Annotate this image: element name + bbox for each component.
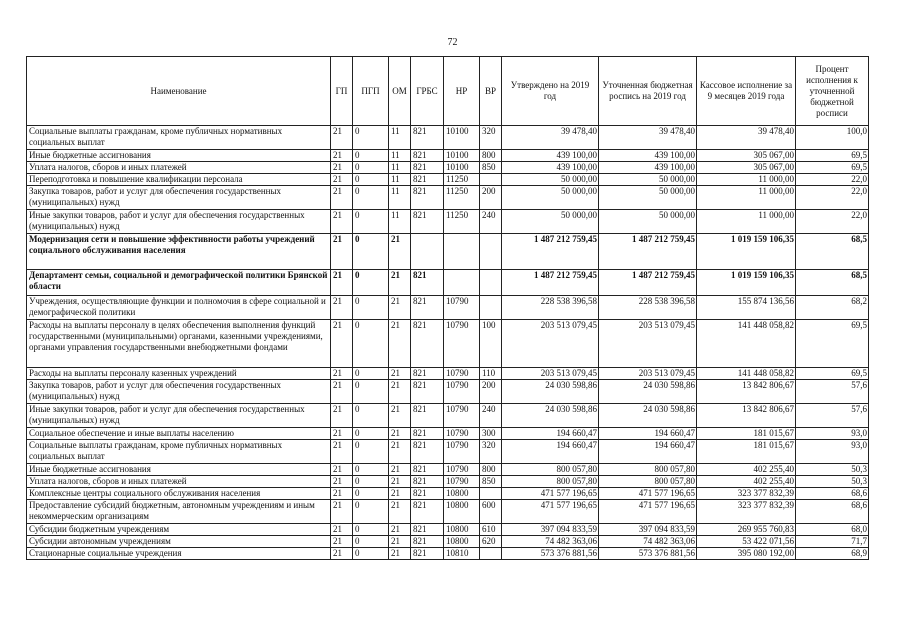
row-approved: 203 513 079,45 — [502, 368, 599, 380]
row-percent: 22,0 — [796, 210, 869, 234]
row-om: 21 — [389, 524, 411, 536]
row-grbs: 821 — [411, 296, 444, 320]
row-om: 21 — [389, 536, 411, 548]
row-cash: 13 842 806,67 — [697, 404, 796, 428]
row-gp: 21 — [331, 464, 353, 476]
budget-table — [26, 56, 869, 560]
table-body — [27, 126, 869, 560]
row-approved: 24 030 598,86 — [502, 380, 599, 404]
row-name: Социальное обеспечение и иные выплаты населению — [27, 428, 331, 440]
row-refined: 50 000,00 — [599, 210, 697, 234]
row-grbs: 821 — [411, 500, 444, 524]
row-refined: 1 487 212 759,45 — [599, 270, 697, 296]
row-ppgp: 0 — [353, 186, 389, 210]
row-cash: 39 478,40 — [697, 126, 796, 150]
row-refined: 74 482 363,06 — [599, 536, 697, 548]
row-vr: 800 — [480, 464, 502, 476]
row-om: 21 — [389, 234, 411, 270]
row-grbs: 821 — [411, 524, 444, 536]
table-row — [27, 270, 869, 296]
row-vr — [480, 488, 502, 500]
row-approved: 1 487 212 759,45 — [502, 234, 599, 270]
table-row — [27, 548, 869, 560]
row-percent: 69,5 — [796, 368, 869, 380]
row-ppgp: 0 — [353, 150, 389, 162]
row-approved: 397 094 833,59 — [502, 524, 599, 536]
row-gp: 21 — [331, 320, 353, 368]
row-np: 11250 — [444, 186, 480, 210]
row-vr — [480, 174, 502, 186]
row-refined: 439 100,00 — [599, 162, 697, 174]
row-cash: 269 955 760,83 — [697, 524, 796, 536]
row-om: 21 — [389, 428, 411, 440]
row-gp: 21 — [331, 476, 353, 488]
row-name: Переподготовка и повышение квалификации персонала — [27, 174, 331, 186]
row-name: Стационарные социальные учреждения — [27, 548, 331, 560]
row-vr: 110 — [480, 368, 502, 380]
row-om: 21 — [389, 320, 411, 368]
row-gp: 21 — [331, 380, 353, 404]
row-om: 11 — [389, 186, 411, 210]
row-percent: 68,5 — [796, 234, 869, 270]
header-ppgp: ПГП — [353, 57, 389, 126]
row-ppgp: 0 — [353, 126, 389, 150]
row-gp: 21 — [331, 488, 353, 500]
table-row — [27, 380, 869, 404]
row-name: Социальные выплаты гражданам, кроме публичных нормативных социальных выплат — [27, 126, 331, 150]
row-grbs: 821 — [411, 150, 444, 162]
row-np: 10790 — [444, 464, 480, 476]
row-ppgp: 0 — [353, 488, 389, 500]
row-np: 10790 — [444, 368, 480, 380]
header-refined: Уточненная бюджетная роспись на 2019 год — [599, 57, 697, 126]
row-np — [444, 234, 480, 270]
row-gp: 21 — [331, 524, 353, 536]
row-cash: 395 080 192,00 — [697, 548, 796, 560]
row-cash: 141 448 058,82 — [697, 368, 796, 380]
row-approved: 439 100,00 — [502, 162, 599, 174]
row-grbs: 821 — [411, 320, 444, 368]
table-row — [27, 320, 869, 368]
row-grbs: 821 — [411, 162, 444, 174]
header-vr: ВР — [480, 57, 502, 126]
row-approved: 194 660,47 — [502, 428, 599, 440]
row-name: Иные бюджетные ассигнования — [27, 150, 331, 162]
row-name: Иные бюджетные ассигнования — [27, 464, 331, 476]
row-percent: 50,3 — [796, 464, 869, 476]
row-np: 10790 — [444, 440, 480, 464]
row-percent: 69,5 — [796, 162, 869, 174]
row-refined: 397 094 833,59 — [599, 524, 697, 536]
row-np: 10790 — [444, 296, 480, 320]
row-grbs: 821 — [411, 440, 444, 464]
row-name: Уплата налогов, сборов и иных платежей — [27, 476, 331, 488]
row-refined: 471 577 196,65 — [599, 488, 697, 500]
row-cash: 323 377 832,39 — [697, 488, 796, 500]
page-number: 72 — [447, 37, 458, 48]
row-np: 10790 — [444, 320, 480, 368]
row-vr: 200 — [480, 186, 502, 210]
row-om: 21 — [389, 270, 411, 296]
row-om: 11 — [389, 174, 411, 186]
row-refined: 1 487 212 759,45 — [599, 234, 697, 270]
row-percent: 50,3 — [796, 476, 869, 488]
row-ppgp: 0 — [353, 476, 389, 488]
row-om: 21 — [389, 464, 411, 476]
row-vr: 600 — [480, 500, 502, 524]
table-row — [27, 476, 869, 488]
row-np: 10810 — [444, 548, 480, 560]
header-approved: Утверждено на 2019 год — [502, 57, 599, 126]
table-row — [27, 150, 869, 162]
table-row — [27, 500, 869, 524]
table-row — [27, 488, 869, 500]
row-grbs: 821 — [411, 536, 444, 548]
row-percent: 100,0 — [796, 126, 869, 150]
row-om: 21 — [389, 296, 411, 320]
row-vr: 800 — [480, 150, 502, 162]
row-cash: 1 019 159 106,35 — [697, 234, 796, 270]
row-cash: 305 067,00 — [697, 150, 796, 162]
row-refined: 471 577 196,65 — [599, 500, 697, 524]
row-np: 10790 — [444, 428, 480, 440]
row-percent: 22,0 — [796, 174, 869, 186]
row-percent: 93,0 — [796, 428, 869, 440]
row-np: 10790 — [444, 404, 480, 428]
row-om: 21 — [389, 368, 411, 380]
row-refined: 573 376 881,56 — [599, 548, 697, 560]
row-ppgp: 0 — [353, 536, 389, 548]
row-name: Закупка товаров, работ и услуг для обеспечения государственных (муниципальных) нужд — [27, 380, 331, 404]
row-cash: 13 842 806,67 — [697, 380, 796, 404]
header-np: НР — [444, 57, 480, 126]
row-refined: 50 000,00 — [599, 174, 697, 186]
row-approved: 471 577 196,65 — [502, 488, 599, 500]
row-percent: 69,5 — [796, 320, 869, 368]
row-approved: 50 000,00 — [502, 186, 599, 210]
row-name: Комплексные центры социального обслуживания населения — [27, 488, 331, 500]
row-np: 10100 — [444, 162, 480, 174]
table-row — [27, 234, 869, 270]
row-name: Субсидии автономным учреждениям — [27, 536, 331, 548]
row-approved: 228 538 396,58 — [502, 296, 599, 320]
row-refined: 203 513 079,45 — [599, 320, 697, 368]
row-vr: 320 — [480, 440, 502, 464]
row-gp: 21 — [331, 500, 353, 524]
row-approved: 203 513 079,45 — [502, 320, 599, 368]
row-grbs: 821 — [411, 210, 444, 234]
row-cash: 402 255,40 — [697, 464, 796, 476]
row-grbs: 821 — [411, 270, 444, 296]
row-ppgp: 0 — [353, 524, 389, 536]
row-gp: 21 — [331, 296, 353, 320]
row-refined: 24 030 598,86 — [599, 404, 697, 428]
row-gp: 21 — [331, 174, 353, 186]
row-vr — [480, 270, 502, 296]
row-approved: 50 000,00 — [502, 210, 599, 234]
row-cash: 141 448 058,82 — [697, 320, 796, 368]
table-row — [27, 536, 869, 548]
row-om: 21 — [389, 440, 411, 464]
table-row — [27, 210, 869, 234]
row-om: 11 — [389, 162, 411, 174]
table-row — [27, 368, 869, 380]
row-vr — [480, 234, 502, 270]
row-approved: 194 660,47 — [502, 440, 599, 464]
row-np: 10800 — [444, 500, 480, 524]
table-row — [27, 126, 869, 150]
row-ppgp: 0 — [353, 296, 389, 320]
row-cash: 53 422 071,56 — [697, 536, 796, 548]
row-percent: 68,9 — [796, 548, 869, 560]
row-name: Субсидии бюджетным учреждениям — [27, 524, 331, 536]
row-grbs: 821 — [411, 380, 444, 404]
row-name: Модернизация сети и повышение эффективности работы учреждений социального обслуживания населения — [27, 234, 331, 270]
row-gp: 21 — [331, 440, 353, 464]
row-ppgp: 0 — [353, 464, 389, 476]
row-refined: 39 478,40 — [599, 126, 697, 150]
table-row — [27, 162, 869, 174]
row-cash: 181 015,67 — [697, 440, 796, 464]
row-name: Учреждения, осуществляющие функции и полномочия в сфере социальной и демографической политики — [27, 296, 331, 320]
row-vr: 320 — [480, 126, 502, 150]
row-name: Иные закупки товаров, работ и услуг для обеспечения государственных (муниципальных) нужд — [27, 404, 331, 428]
row-ppgp: 0 — [353, 500, 389, 524]
row-name: Департамент семьи, социальной и демографической политики Брянской области — [27, 270, 331, 296]
row-grbs: 821 — [411, 464, 444, 476]
row-percent: 68,6 — [796, 500, 869, 524]
row-name: Уплата налогов, сборов и иных платежей — [27, 162, 331, 174]
row-vr: 240 — [480, 404, 502, 428]
header-grbs: ГРБС — [411, 57, 444, 126]
row-gp: 21 — [331, 368, 353, 380]
row-vr: 200 — [480, 380, 502, 404]
row-refined: 800 057,80 — [599, 464, 697, 476]
row-np: 10790 — [444, 476, 480, 488]
row-gp: 21 — [331, 150, 353, 162]
table-row — [27, 186, 869, 210]
row-om: 21 — [389, 404, 411, 428]
row-percent: 68,5 — [796, 270, 869, 296]
row-np: 10800 — [444, 536, 480, 548]
row-grbs: 821 — [411, 186, 444, 210]
row-np: 10800 — [444, 524, 480, 536]
row-om: 21 — [389, 380, 411, 404]
row-ppgp: 0 — [353, 368, 389, 380]
table-row — [27, 440, 869, 464]
row-om: 21 — [389, 476, 411, 488]
row-name: Предоставление субсидий бюджетным, автономным учреждениям и иным некоммерческим организациям — [27, 500, 331, 524]
row-ppgp: 0 — [353, 548, 389, 560]
table-row — [27, 296, 869, 320]
table-header-row — [27, 57, 869, 126]
row-gp: 21 — [331, 234, 353, 270]
row-gp: 21 — [331, 210, 353, 234]
row-vr: 100 — [480, 320, 502, 368]
row-grbs: 821 — [411, 126, 444, 150]
row-om: 11 — [389, 126, 411, 150]
row-vr: 620 — [480, 536, 502, 548]
row-percent: 69,5 — [796, 150, 869, 162]
row-name: Закупка товаров, работ и услуг для обеспечения государственных (муниципальных) нужд — [27, 186, 331, 210]
row-grbs: 821 — [411, 404, 444, 428]
row-ppgp: 0 — [353, 380, 389, 404]
row-grbs: 821 — [411, 488, 444, 500]
row-om: 21 — [389, 500, 411, 524]
row-vr: 240 — [480, 210, 502, 234]
table-row — [27, 404, 869, 428]
row-gp: 21 — [331, 162, 353, 174]
row-name: Расходы на выплаты персоналу казенных учреждений — [27, 368, 331, 380]
row-cash: 11 000,00 — [697, 186, 796, 210]
row-percent: 71,7 — [796, 536, 869, 548]
row-percent: 57,6 — [796, 404, 869, 428]
row-refined: 194 660,47 — [599, 428, 697, 440]
row-gp: 21 — [331, 536, 353, 548]
table-row — [27, 464, 869, 476]
row-grbs: 821 — [411, 428, 444, 440]
row-gp: 21 — [331, 428, 353, 440]
row-ppgp: 0 — [353, 440, 389, 464]
row-gp: 21 — [331, 548, 353, 560]
row-ppgp: 0 — [353, 270, 389, 296]
row-percent: 93,0 — [796, 440, 869, 464]
row-cash: 323 377 832,39 — [697, 500, 796, 524]
row-om: 11 — [389, 150, 411, 162]
row-vr — [480, 296, 502, 320]
row-np: 11250 — [444, 174, 480, 186]
row-cash: 155 874 136,56 — [697, 296, 796, 320]
header-name: Наименование — [27, 57, 331, 126]
row-name: Расходы на выплаты персоналу в целях обеспечения выполнения функций государственными (муниципальными) органами, казенными учреждениями, органами управления государственными внебюджетными фондами — [27, 320, 331, 368]
row-grbs: 821 — [411, 368, 444, 380]
row-name: Иные закупки товаров, работ и услуг для обеспечения государственных (муниципальных) нужд — [27, 210, 331, 234]
row-om: 21 — [389, 488, 411, 500]
row-approved: 439 100,00 — [502, 150, 599, 162]
row-ppgp: 0 — [353, 320, 389, 368]
table-row — [27, 174, 869, 186]
row-gp: 21 — [331, 270, 353, 296]
row-grbs: 821 — [411, 174, 444, 186]
row-approved: 573 376 881,56 — [502, 548, 599, 560]
row-refined: 24 030 598,86 — [599, 380, 697, 404]
row-om: 21 — [389, 548, 411, 560]
row-np: 11250 — [444, 210, 480, 234]
row-gp: 21 — [331, 404, 353, 428]
row-approved: 24 030 598,86 — [502, 404, 599, 428]
table-row — [27, 524, 869, 536]
row-refined: 203 513 079,45 — [599, 368, 697, 380]
row-ppgp: 0 — [353, 174, 389, 186]
row-approved: 471 577 196,65 — [502, 500, 599, 524]
row-ppgp: 0 — [353, 162, 389, 174]
row-vr: 850 — [480, 476, 502, 488]
row-approved: 39 478,40 — [502, 126, 599, 150]
row-cash: 305 067,00 — [697, 162, 796, 174]
row-gp: 21 — [331, 186, 353, 210]
row-refined: 228 538 396,58 — [599, 296, 697, 320]
row-np: 10800 — [444, 488, 480, 500]
row-refined: 800 057,80 — [599, 476, 697, 488]
row-name: Социальные выплаты гражданам, кроме публичных нормативных социальных выплат — [27, 440, 331, 464]
row-ppgp: 0 — [353, 210, 389, 234]
row-percent: 22,0 — [796, 186, 869, 210]
row-np: 10790 — [444, 380, 480, 404]
row-ppgp: 0 — [353, 428, 389, 440]
row-approved: 800 057,80 — [502, 464, 599, 476]
row-approved: 50 000,00 — [502, 174, 599, 186]
row-grbs — [411, 234, 444, 270]
row-ppgp: 0 — [353, 234, 389, 270]
row-percent: 57,6 — [796, 380, 869, 404]
row-cash: 181 015,67 — [697, 428, 796, 440]
row-vr: 610 — [480, 524, 502, 536]
row-approved: 800 057,80 — [502, 476, 599, 488]
row-ppgp: 0 — [353, 404, 389, 428]
row-np: 10100 — [444, 126, 480, 150]
row-cash: 402 255,40 — [697, 476, 796, 488]
row-om: 11 — [389, 210, 411, 234]
row-percent: 68,0 — [796, 524, 869, 536]
row-cash: 11 000,00 — [697, 174, 796, 186]
row-percent: 68,6 — [796, 488, 869, 500]
row-refined: 439 100,00 — [599, 150, 697, 162]
header-percent: Процент исполнения к уточненной бюджетной росписи — [796, 57, 869, 126]
row-gp: 21 — [331, 126, 353, 150]
row-vr: 300 — [480, 428, 502, 440]
header-gp: ГП — [331, 57, 353, 126]
row-vr — [480, 548, 502, 560]
header-om: ОМ — [389, 57, 411, 126]
row-approved: 1 487 212 759,45 — [502, 270, 599, 296]
row-grbs: 821 — [411, 548, 444, 560]
row-approved: 74 482 363,06 — [502, 536, 599, 548]
table-row — [27, 428, 869, 440]
row-np — [444, 270, 480, 296]
header-cash: Кассовое исполнение за 9 месяцев 2019 года — [697, 57, 796, 126]
row-np: 10100 — [444, 150, 480, 162]
row-refined: 50 000,00 — [599, 186, 697, 210]
row-grbs: 821 — [411, 476, 444, 488]
row-refined: 194 660,47 — [599, 440, 697, 464]
row-vr: 850 — [480, 162, 502, 174]
row-cash: 11 000,00 — [697, 210, 796, 234]
row-cash: 1 019 159 106,35 — [697, 270, 796, 296]
row-percent: 68,2 — [796, 296, 869, 320]
